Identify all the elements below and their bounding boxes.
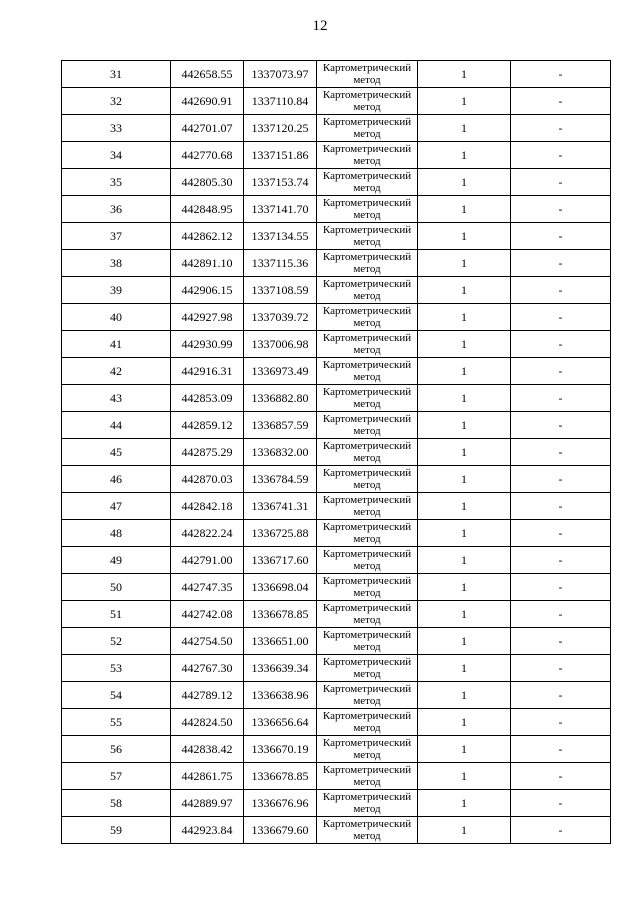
method-label-line2: метод — [353, 776, 381, 788]
method-cell — [317, 466, 418, 493]
method-cell — [317, 655, 418, 682]
note-cell: - — [511, 709, 611, 736]
method-cell — [317, 763, 418, 790]
note-cell: - — [511, 223, 611, 250]
point-number-cell: 38 — [62, 250, 171, 277]
table-row — [62, 574, 611, 601]
point-number-cell: 58 — [62, 790, 171, 817]
accuracy-cell: 1 — [418, 169, 511, 196]
method-cell — [317, 439, 418, 466]
method-label-line2: метод — [353, 803, 381, 815]
coordinate-x-cell: 442853.09 — [171, 385, 244, 412]
method-cell — [317, 709, 418, 736]
method-label-line2: метод — [353, 695, 381, 707]
method-label-line1: Картометрический — [322, 170, 412, 182]
table-row — [62, 88, 611, 115]
accuracy-cell: 1 — [418, 61, 511, 88]
method-cell — [317, 385, 418, 412]
coordinate-x-cell: 442770.68 — [171, 142, 244, 169]
coordinate-y-cell: 1337141.70 — [244, 196, 317, 223]
point-number-cell: 54 — [62, 682, 171, 709]
coordinate-y-cell: 1336656.64 — [244, 709, 317, 736]
table-row — [62, 439, 611, 466]
coordinate-y-cell: 1336698.04 — [244, 574, 317, 601]
method-cell — [317, 223, 418, 250]
coordinate-x-cell: 442767.30 — [171, 655, 244, 682]
method-label-line2: метод — [353, 236, 381, 248]
method-label-line1: Картометрический — [322, 440, 412, 452]
method-cell — [317, 547, 418, 574]
table-row — [62, 790, 611, 817]
accuracy-cell: 1 — [418, 655, 511, 682]
table-row — [62, 250, 611, 277]
method-label-line1: Картометрический — [322, 737, 412, 749]
method-label-line1: Картометрический — [322, 305, 412, 317]
method-label-line2: метод — [353, 425, 381, 437]
table-row — [62, 682, 611, 709]
accuracy-cell: 1 — [418, 520, 511, 547]
method-label-line2: метод — [353, 452, 381, 464]
coordinate-y-cell: 1337110.84 — [244, 88, 317, 115]
point-number-cell: 48 — [62, 520, 171, 547]
method-label-line1: Картометрический — [322, 521, 412, 533]
coordinate-x-cell: 442859.12 — [171, 412, 244, 439]
method-label-line1: Картометрический — [322, 224, 412, 236]
method-label-line2: метод — [353, 263, 381, 275]
table-row — [62, 196, 611, 223]
coordinate-x-cell: 442822.24 — [171, 520, 244, 547]
note-cell: - — [511, 250, 611, 277]
point-number-cell: 37 — [62, 223, 171, 250]
accuracy-cell: 1 — [418, 277, 511, 304]
coordinate-x-cell: 442889.97 — [171, 790, 244, 817]
point-number-cell: 57 — [62, 763, 171, 790]
point-number-cell: 31 — [62, 61, 171, 88]
table-row — [62, 493, 611, 520]
method-label-line2: метод — [353, 317, 381, 329]
table-row — [62, 817, 611, 844]
coordinate-y-cell: 1337108.59 — [244, 277, 317, 304]
point-number-cell: 43 — [62, 385, 171, 412]
method-cell — [317, 115, 418, 142]
method-cell — [317, 196, 418, 223]
coordinate-y-cell: 1336725.88 — [244, 520, 317, 547]
method-label-line1: Картометрический — [322, 818, 412, 830]
accuracy-cell: 1 — [418, 385, 511, 412]
method-label-line2: метод — [353, 722, 381, 734]
note-cell: - — [511, 736, 611, 763]
coordinate-y-cell: 1336678.85 — [244, 601, 317, 628]
method-label-line1: Картометрический — [322, 143, 412, 155]
accuracy-cell: 1 — [418, 763, 511, 790]
coordinate-y-cell: 1337115.36 — [244, 250, 317, 277]
accuracy-cell: 1 — [418, 628, 511, 655]
note-cell: - — [511, 385, 611, 412]
method-label-line1: Картометрический — [322, 764, 412, 776]
method-cell — [317, 277, 418, 304]
method-label-line1: Картометрический — [322, 386, 412, 398]
method-label-line1: Картометрический — [322, 116, 412, 128]
method-label-line2: метод — [353, 290, 381, 302]
point-number-cell: 40 — [62, 304, 171, 331]
accuracy-cell: 1 — [418, 88, 511, 115]
note-cell: - — [511, 520, 611, 547]
note-cell: - — [511, 277, 611, 304]
accuracy-cell: 1 — [418, 817, 511, 844]
method-label-line2: метод — [353, 641, 381, 653]
method-label-line2: метод — [353, 398, 381, 410]
method-cell — [317, 304, 418, 331]
method-cell — [317, 790, 418, 817]
method-label-line1: Картометрический — [322, 548, 412, 560]
table-row — [62, 277, 611, 304]
table-row — [62, 61, 611, 88]
coordinate-x-cell: 442875.29 — [171, 439, 244, 466]
coordinates-table-body — [62, 61, 611, 844]
method-label-line2: метод — [353, 101, 381, 113]
note-cell: - — [511, 61, 611, 88]
coordinate-y-cell: 1337153.74 — [244, 169, 317, 196]
method-label-line2: метод — [353, 155, 381, 167]
table-row — [62, 331, 611, 358]
method-cell — [317, 61, 418, 88]
method-cell — [317, 628, 418, 655]
note-cell: - — [511, 196, 611, 223]
method-label-line1: Картометрический — [322, 332, 412, 344]
table-row — [62, 304, 611, 331]
coordinate-y-cell: 1337134.55 — [244, 223, 317, 250]
table-row — [62, 763, 611, 790]
method-cell — [317, 88, 418, 115]
method-label-line2: метод — [353, 587, 381, 599]
coordinate-y-cell: 1336973.49 — [244, 358, 317, 385]
coordinate-x-cell: 442690.91 — [171, 88, 244, 115]
coordinate-x-cell: 442838.42 — [171, 736, 244, 763]
note-cell: - — [511, 169, 611, 196]
table-row — [62, 358, 611, 385]
coordinate-y-cell: 1336832.00 — [244, 439, 317, 466]
method-label-line1: Картометрический — [322, 494, 412, 506]
note-cell: - — [511, 601, 611, 628]
point-number-cell: 36 — [62, 196, 171, 223]
point-number-cell: 39 — [62, 277, 171, 304]
method-label-line2: метод — [353, 371, 381, 383]
coordinate-x-cell: 442916.31 — [171, 358, 244, 385]
note-cell: - — [511, 817, 611, 844]
note-cell: - — [511, 358, 611, 385]
method-cell — [317, 493, 418, 520]
point-number-cell: 52 — [62, 628, 171, 655]
table-row — [62, 466, 611, 493]
note-cell: - — [511, 412, 611, 439]
accuracy-cell: 1 — [418, 601, 511, 628]
coordinate-y-cell: 1337039.72 — [244, 304, 317, 331]
accuracy-cell: 1 — [418, 250, 511, 277]
accuracy-cell: 1 — [418, 439, 511, 466]
accuracy-cell: 1 — [418, 466, 511, 493]
table-row — [62, 709, 611, 736]
method-label-line2: метод — [353, 560, 381, 572]
point-number-cell: 51 — [62, 601, 171, 628]
point-number-cell: 33 — [62, 115, 171, 142]
note-cell: - — [511, 655, 611, 682]
table-row — [62, 547, 611, 574]
method-label-line1: Картометрический — [322, 656, 412, 668]
coordinate-y-cell: 1336784.59 — [244, 466, 317, 493]
coordinate-x-cell: 442747.35 — [171, 574, 244, 601]
coordinate-x-cell: 442891.10 — [171, 250, 244, 277]
method-label-line2: метод — [353, 344, 381, 356]
method-label-line1: Картометрический — [322, 413, 412, 425]
method-label-line2: метод — [353, 614, 381, 626]
accuracy-cell: 1 — [418, 358, 511, 385]
coordinate-y-cell: 1336679.60 — [244, 817, 317, 844]
point-number-cell: 41 — [62, 331, 171, 358]
accuracy-cell: 1 — [418, 196, 511, 223]
accuracy-cell: 1 — [418, 115, 511, 142]
coordinate-y-cell: 1336678.85 — [244, 763, 317, 790]
method-cell — [317, 142, 418, 169]
method-label-line2: метод — [353, 128, 381, 140]
coordinate-x-cell: 442842.18 — [171, 493, 244, 520]
method-label-line1: Картометрический — [322, 710, 412, 722]
table-row — [62, 412, 611, 439]
note-cell: - — [511, 628, 611, 655]
coordinate-y-cell: 1337006.98 — [244, 331, 317, 358]
accuracy-cell: 1 — [418, 682, 511, 709]
method-label-line1: Картометрический — [322, 467, 412, 479]
method-label-line1: Картометрический — [322, 602, 412, 614]
method-label-line2: метод — [353, 74, 381, 86]
coordinate-y-cell: 1336638.96 — [244, 682, 317, 709]
coordinate-x-cell: 442923.84 — [171, 817, 244, 844]
coordinate-y-cell: 1336670.19 — [244, 736, 317, 763]
note-cell: - — [511, 142, 611, 169]
point-number-cell: 50 — [62, 574, 171, 601]
table-row — [62, 601, 611, 628]
method-label-line1: Картометрический — [322, 251, 412, 263]
note-cell: - — [511, 493, 611, 520]
point-number-cell: 44 — [62, 412, 171, 439]
coordinate-x-cell: 442754.50 — [171, 628, 244, 655]
coordinate-x-cell: 442848.95 — [171, 196, 244, 223]
coordinate-x-cell: 442701.07 — [171, 115, 244, 142]
point-number-cell: 46 — [62, 466, 171, 493]
coordinate-y-cell: 1337073.97 — [244, 61, 317, 88]
point-number-cell: 42 — [62, 358, 171, 385]
coordinate-y-cell: 1337151.86 — [244, 142, 317, 169]
method-label-line1: Картометрический — [322, 278, 412, 290]
note-cell: - — [511, 574, 611, 601]
note-cell: - — [511, 115, 611, 142]
coordinate-x-cell: 442824.50 — [171, 709, 244, 736]
method-label-line1: Картометрический — [322, 791, 412, 803]
coordinates-table — [61, 60, 611, 844]
method-label-line1: Картометрический — [322, 197, 412, 209]
coordinate-y-cell: 1336651.00 — [244, 628, 317, 655]
point-number-cell: 49 — [62, 547, 171, 574]
method-cell — [317, 817, 418, 844]
accuracy-cell: 1 — [418, 547, 511, 574]
method-cell — [317, 412, 418, 439]
coordinate-y-cell: 1336717.60 — [244, 547, 317, 574]
method-label-line2: метод — [353, 506, 381, 518]
note-cell: - — [511, 466, 611, 493]
note-cell: - — [511, 763, 611, 790]
page-number: 12 — [312, 18, 328, 34]
coordinate-y-cell: 1336639.34 — [244, 655, 317, 682]
method-cell — [317, 736, 418, 763]
method-cell — [317, 601, 418, 628]
point-number-cell: 35 — [62, 169, 171, 196]
method-label-line2: метод — [353, 533, 381, 545]
method-label-line1: Картометрический — [322, 359, 412, 371]
coordinate-x-cell: 442862.12 — [171, 223, 244, 250]
coordinate-x-cell: 442930.99 — [171, 331, 244, 358]
point-number-cell: 47 — [62, 493, 171, 520]
note-cell: - — [511, 790, 611, 817]
coordinate-x-cell: 442805.30 — [171, 169, 244, 196]
table-row — [62, 520, 611, 547]
method-cell — [317, 169, 418, 196]
method-cell — [317, 520, 418, 547]
method-cell — [317, 250, 418, 277]
point-number-cell: 55 — [62, 709, 171, 736]
point-number-cell: 32 — [62, 88, 171, 115]
accuracy-cell: 1 — [418, 331, 511, 358]
note-cell: - — [511, 88, 611, 115]
method-label-line2: метод — [353, 479, 381, 491]
coordinate-x-cell: 442861.75 — [171, 763, 244, 790]
coordinate-x-cell: 442870.03 — [171, 466, 244, 493]
point-number-cell: 53 — [62, 655, 171, 682]
accuracy-cell: 1 — [418, 709, 511, 736]
table-row — [62, 736, 611, 763]
coordinate-y-cell: 1336676.96 — [244, 790, 317, 817]
coordinate-x-cell: 442927.98 — [171, 304, 244, 331]
coordinate-y-cell: 1336882.80 — [244, 385, 317, 412]
accuracy-cell: 1 — [418, 412, 511, 439]
point-number-cell: 45 — [62, 439, 171, 466]
accuracy-cell: 1 — [418, 493, 511, 520]
note-cell: - — [511, 547, 611, 574]
coordinate-y-cell: 1336741.31 — [244, 493, 317, 520]
note-cell: - — [511, 331, 611, 358]
method-label-line1: Картометрический — [322, 683, 412, 695]
coordinate-x-cell: 442906.15 — [171, 277, 244, 304]
note-cell: - — [511, 682, 611, 709]
note-cell: - — [511, 439, 611, 466]
accuracy-cell: 1 — [418, 574, 511, 601]
coordinate-x-cell: 442658.55 — [171, 61, 244, 88]
method-label-line2: метод — [353, 668, 381, 680]
point-number-cell: 59 — [62, 817, 171, 844]
accuracy-cell: 1 — [418, 304, 511, 331]
accuracy-cell: 1 — [418, 223, 511, 250]
coordinate-x-cell: 442791.00 — [171, 547, 244, 574]
method-label-line1: Картометрический — [322, 629, 412, 641]
method-cell — [317, 682, 418, 709]
table-row — [62, 385, 611, 412]
point-number-cell: 34 — [62, 142, 171, 169]
method-cell — [317, 331, 418, 358]
coordinate-x-cell: 442789.12 — [171, 682, 244, 709]
method-cell — [317, 574, 418, 601]
coordinate-y-cell: 1336857.59 — [244, 412, 317, 439]
accuracy-cell: 1 — [418, 736, 511, 763]
point-number-cell: 56 — [62, 736, 171, 763]
method-label-line2: метод — [353, 830, 381, 842]
method-label-line2: метод — [353, 749, 381, 761]
method-label-line1: Картометрический — [322, 575, 412, 587]
method-label-line2: метод — [353, 182, 381, 194]
coordinate-x-cell: 442742.08 — [171, 601, 244, 628]
table-row — [62, 655, 611, 682]
note-cell: - — [511, 304, 611, 331]
table-row — [62, 223, 611, 250]
method-cell — [317, 358, 418, 385]
table-row — [62, 169, 611, 196]
accuracy-cell: 1 — [418, 142, 511, 169]
method-label-line2: метод — [353, 209, 381, 221]
table-row — [62, 142, 611, 169]
table-row — [62, 628, 611, 655]
method-label-line1: Картометрический — [322, 89, 412, 101]
coordinate-y-cell: 1337120.25 — [244, 115, 317, 142]
method-label-line1: Картометрический — [322, 62, 412, 74]
table-row — [62, 115, 611, 142]
accuracy-cell: 1 — [418, 790, 511, 817]
